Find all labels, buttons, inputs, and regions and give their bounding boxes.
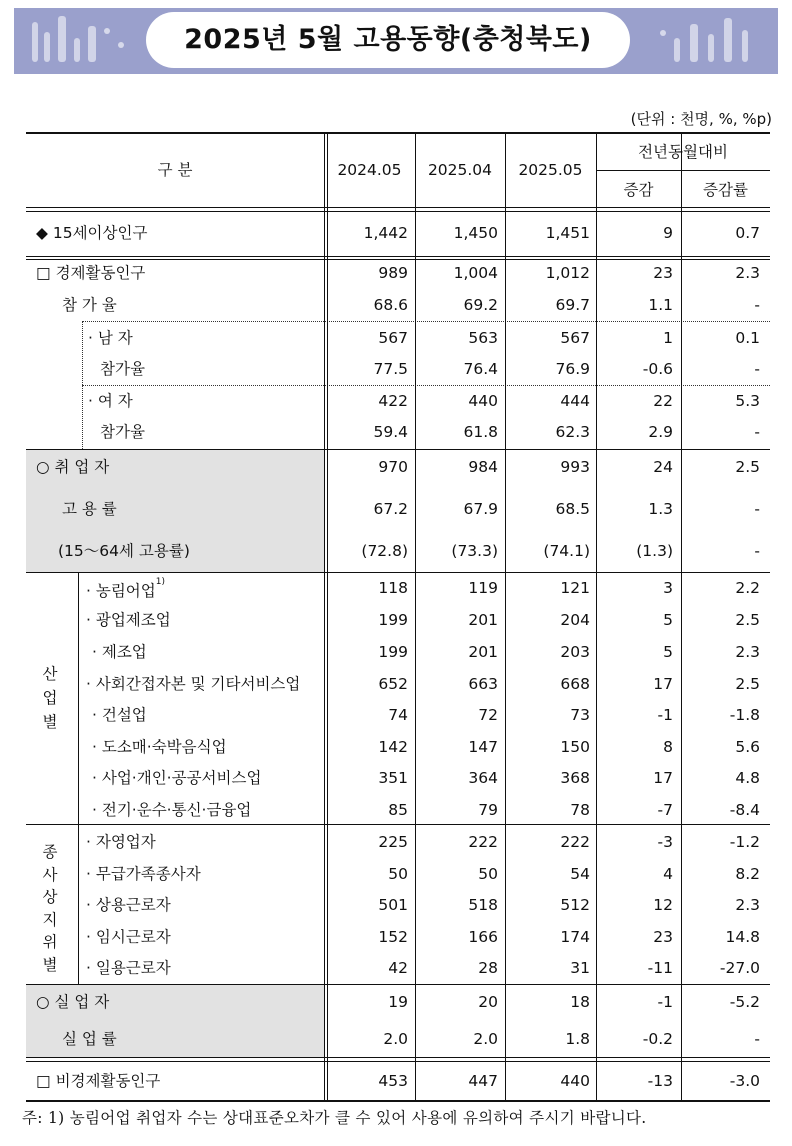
- value-change: -0.6: [642, 360, 673, 378]
- value-2025-04: 79: [478, 801, 498, 819]
- value-2024-05: 142: [378, 738, 408, 756]
- value-2025-04: 50: [478, 865, 498, 883]
- value-change: -11: [647, 959, 673, 977]
- value-change: 3: [663, 579, 673, 597]
- value-2025-04: 119: [468, 579, 498, 597]
- row-label: 고 용 률: [62, 500, 117, 518]
- value-2024-05: 351: [378, 769, 408, 787]
- row-label: 실 업 률: [62, 1030, 117, 1048]
- value-2024-05: 118: [378, 579, 408, 597]
- row-label: (15～64세 고용률): [58, 542, 190, 560]
- value-2024-05: 42: [388, 959, 408, 977]
- value-change-rate: -1.8: [729, 706, 760, 724]
- value-2025-04: 984: [468, 458, 498, 476]
- value-2025-05: 567: [560, 329, 590, 347]
- table-bottom-rule: [26, 1100, 770, 1102]
- value-2024-05: 501: [378, 896, 408, 914]
- value-2025-04: 201: [468, 643, 498, 661]
- value-change-rate: -: [754, 1030, 760, 1048]
- value-change: -3: [657, 833, 673, 851]
- banner-decoration: [724, 18, 732, 62]
- row-label: · 사회간접자본 및 기타서비스업: [86, 675, 301, 693]
- row-label: · 도소매·숙박음식업: [92, 738, 227, 756]
- value-2025-04: (73.3): [451, 542, 498, 560]
- value-2024-05: 19: [388, 993, 408, 1011]
- value-2025-04: 166: [468, 928, 498, 946]
- value-change: 1.1: [648, 296, 673, 314]
- table-rule: [26, 449, 770, 450]
- table-rule: [505, 132, 506, 1100]
- banner-decoration: [674, 38, 680, 62]
- value-change: 8: [663, 738, 673, 756]
- status-group-label: 상: [42, 888, 58, 906]
- value-2024-05: 152: [378, 928, 408, 946]
- row-label: · 사업·개인·공공서비스업: [92, 769, 262, 787]
- value-2025-05: 18: [570, 993, 590, 1011]
- value-2025-05: 512: [560, 896, 590, 914]
- value-2025-05: (74.1): [543, 542, 590, 560]
- row-label: · 건설업: [92, 706, 147, 724]
- row-label: · 무급가족종사자: [86, 865, 201, 883]
- value-change: 1: [663, 329, 673, 347]
- row-label: □ 경제활동인구: [36, 264, 146, 282]
- status-group-label: 사: [42, 865, 58, 884]
- row-label: ◆ 15세이상인구: [36, 224, 148, 242]
- footnote-marker: 1): [155, 577, 165, 587]
- row-label: □ 비경제활동인구: [36, 1072, 161, 1090]
- value-change: 1.3: [648, 500, 673, 518]
- row-label: 참가율: [100, 423, 145, 441]
- banner-decoration: [660, 30, 666, 36]
- value-2025-04: 20: [478, 993, 498, 1011]
- value-change: 23: [653, 928, 673, 946]
- page-title: 2025년 5월 고용동향(충청북도): [184, 24, 592, 55]
- value-2024-05: 68.6: [373, 296, 408, 314]
- value-2025-05: 444: [560, 392, 590, 410]
- industry-group-label: 업: [42, 689, 58, 707]
- value-2025-04: 364: [468, 769, 498, 787]
- banner-decoration: [88, 26, 96, 62]
- value-change-rate: 0.7: [735, 224, 760, 242]
- value-2025-04: 72: [478, 706, 498, 724]
- value-2025-05: 68.5: [555, 500, 590, 518]
- value-change: 23: [653, 264, 673, 282]
- unit-label: (단위 : 천명, %, %p): [630, 110, 772, 128]
- value-change: 5: [663, 611, 673, 629]
- value-2025-05: 222: [560, 833, 590, 851]
- banner-decoration: [32, 22, 38, 62]
- value-2025-05: 69.7: [555, 296, 590, 314]
- value-2024-05: 422: [378, 392, 408, 410]
- value-2025-05: 368: [560, 769, 590, 787]
- value-change: -13: [647, 1072, 673, 1090]
- value-change: 4: [663, 865, 673, 883]
- table-rule: [26, 256, 770, 257]
- value-change-rate: 5.3: [735, 392, 760, 410]
- value-change: 12: [653, 896, 673, 914]
- value-2025-04: 61.8: [463, 423, 498, 441]
- value-change-rate: -27.0: [719, 959, 760, 977]
- value-2024-05: 85: [388, 801, 408, 819]
- value-2024-05: 50: [388, 865, 408, 883]
- table-rule: [26, 259, 770, 260]
- value-2024-05: 453: [378, 1072, 408, 1090]
- value-2025-05: 54: [570, 865, 590, 883]
- value-2025-05: 76.9: [555, 360, 590, 378]
- value-change: -1: [657, 706, 673, 724]
- value-2025-05: 121: [560, 579, 590, 597]
- header-change: 증감: [623, 181, 654, 199]
- value-2024-05: 74: [388, 706, 408, 724]
- industry-group-label: 산: [42, 665, 58, 683]
- value-change-rate: -1.2: [729, 833, 760, 851]
- header-yoy-group: 전년동월대비: [638, 143, 728, 161]
- row-label: · 농림어업$^{1)}$: [86, 577, 165, 601]
- value-2024-05: 59.4: [373, 423, 408, 441]
- value-2025-04: 663: [468, 675, 498, 693]
- value-2025-04: 1,450: [453, 224, 498, 242]
- row-label: · 여 자: [88, 392, 133, 410]
- status-group-label: 별: [42, 955, 58, 974]
- table-rule: [415, 132, 416, 1100]
- banner-decoration: [742, 30, 748, 62]
- value-2025-04: 76.4: [463, 360, 498, 378]
- status-group-label: 지: [42, 910, 58, 929]
- value-change-rate: 14.8: [725, 928, 760, 946]
- value-change-rate: 2.2: [735, 579, 760, 597]
- header-category: 구 분: [157, 161, 193, 179]
- value-2025-05: 62.3: [555, 423, 590, 441]
- value-change: -7: [657, 801, 673, 819]
- value-change: 22: [653, 392, 673, 410]
- value-2025-05: 150: [560, 738, 590, 756]
- value-2025-04: 147: [468, 738, 498, 756]
- value-2024-05: 67.2: [373, 500, 408, 518]
- value-change-rate: -: [754, 500, 760, 518]
- banner-decoration: [58, 16, 66, 62]
- header-change-rate: 증감률: [703, 181, 748, 199]
- value-2024-05: 77.5: [373, 360, 408, 378]
- value-2024-05: 970: [378, 458, 408, 476]
- table-rule: [26, 207, 770, 208]
- value-change: 5: [663, 643, 673, 661]
- value-2025-04: 67.9: [463, 500, 498, 518]
- row-label: · 일용근로자: [86, 959, 171, 977]
- row-label: 참 가 율: [62, 296, 117, 314]
- value-change-rate: -: [754, 296, 760, 314]
- banner-decoration: [690, 24, 698, 62]
- value-2025-04: 2.0: [473, 1030, 498, 1048]
- value-change-rate: -: [754, 542, 760, 560]
- banner-decoration: [44, 32, 50, 62]
- value-2025-05: 440: [560, 1072, 590, 1090]
- value-change-rate: 4.8: [735, 769, 760, 787]
- table-rule: [26, 211, 770, 212]
- value-2025-05: 1,012: [545, 264, 590, 282]
- value-change-rate: 0.1: [735, 329, 760, 347]
- value-change-rate: 2.3: [735, 264, 760, 282]
- table-rule: [324, 132, 325, 1100]
- value-change-rate: 8.2: [735, 865, 760, 883]
- value-2025-05: 78: [570, 801, 590, 819]
- value-2025-05: 204: [560, 611, 590, 629]
- value-change-rate: 2.5: [735, 675, 760, 693]
- table-rule: [26, 1061, 770, 1062]
- table-rule: [596, 170, 770, 171]
- table-top-rule: [26, 132, 770, 134]
- row-label: ○ 취 업 자: [36, 458, 110, 476]
- table-rule: [26, 1057, 770, 1058]
- value-change: (1.3): [636, 542, 673, 560]
- value-2024-05: 652: [378, 675, 408, 693]
- value-change-rate: 2.3: [735, 643, 760, 661]
- value-2025-04: 1,004: [453, 264, 498, 282]
- value-2024-05: (72.8): [361, 542, 408, 560]
- value-2025-05: 203: [560, 643, 590, 661]
- value-2024-05: 199: [378, 611, 408, 629]
- banner-decoration: [118, 42, 124, 48]
- row-label: · 상용근로자: [86, 896, 171, 914]
- dotted-rule: [82, 321, 770, 322]
- value-change: 2.9: [648, 423, 673, 441]
- banner-decoration: [104, 28, 110, 34]
- value-2024-05: 1,442: [363, 224, 408, 242]
- value-change-rate: -5.2: [729, 993, 760, 1011]
- value-2025-04: 28: [478, 959, 498, 977]
- row-label: ○ 실 업 자: [36, 993, 110, 1011]
- value-2025-05: 174: [560, 928, 590, 946]
- title-banner: [14, 8, 778, 74]
- status-group-label: 위: [42, 933, 58, 951]
- row-label: · 자영업자: [86, 833, 156, 851]
- table-rule: [26, 984, 770, 985]
- value-change: -1: [657, 993, 673, 1011]
- value-change: 17: [653, 769, 673, 787]
- banner-decoration: [74, 38, 80, 62]
- value-2025-05: 73: [570, 706, 590, 724]
- value-change: 17: [653, 675, 673, 693]
- banner-decoration: [708, 34, 714, 62]
- value-2024-05: 225: [378, 833, 408, 851]
- value-change-rate: -3.0: [729, 1072, 760, 1090]
- value-2025-04: 447: [468, 1072, 498, 1090]
- value-change-rate: -: [754, 423, 760, 441]
- value-change: 24: [653, 458, 673, 476]
- value-change-rate: 2.3: [735, 896, 760, 914]
- value-2024-05: 567: [378, 329, 408, 347]
- table-rule: [26, 572, 770, 573]
- row-label: · 남 자: [88, 329, 133, 347]
- status-group-label: 종: [42, 843, 58, 861]
- value-change-rate: 2.5: [735, 611, 760, 629]
- value-change-rate: -8.4: [729, 801, 760, 819]
- table-rule: [26, 824, 770, 825]
- value-2025-04: 201: [468, 611, 498, 629]
- value-change-rate: 5.6: [735, 738, 760, 756]
- row-label: · 임시근로자: [86, 928, 171, 946]
- footnote: 주: 1) 농림어업 취업자 수는 상대표준오차가 클 수 있어 사용에 유의하여 주시기 바랍니다.: [22, 1109, 647, 1127]
- header-2025-04: 2025.04: [427, 161, 493, 179]
- dotted-rule: [82, 321, 83, 449]
- value-2025-05: 31: [570, 959, 590, 977]
- row-label: 참가율: [100, 360, 145, 378]
- value-2025-04: 222: [468, 833, 498, 851]
- value-change: 9: [663, 224, 673, 242]
- value-2025-04: 518: [468, 896, 498, 914]
- row-label: · 제조업: [92, 643, 147, 661]
- value-2025-05: 668: [560, 675, 590, 693]
- value-2025-05: 1,451: [545, 224, 590, 242]
- industry-group-label: 별: [42, 713, 58, 731]
- value-2025-04: 69.2: [463, 296, 498, 314]
- row-label: · 전기·운수·통신·금융업: [92, 801, 252, 819]
- row-label: · 광업제조업: [86, 611, 171, 629]
- value-2024-05: 989: [378, 264, 408, 282]
- value-2025-05: 1.8: [565, 1030, 590, 1048]
- value-2025-05: 993: [560, 458, 590, 476]
- header-2024-05: 2024.05: [337, 161, 402, 179]
- value-2025-04: 440: [468, 392, 498, 410]
- dotted-rule: [82, 385, 770, 386]
- value-2024-05: 199: [378, 643, 408, 661]
- value-change: -0.2: [642, 1030, 673, 1048]
- value-change-rate: 2.5: [735, 458, 760, 476]
- value-2024-05: 2.0: [383, 1030, 408, 1048]
- header-2025-05: 2025.05: [518, 161, 583, 179]
- value-change-rate: -: [754, 360, 760, 378]
- value-2025-04: 563: [468, 329, 498, 347]
- table-rule: [78, 572, 79, 984]
